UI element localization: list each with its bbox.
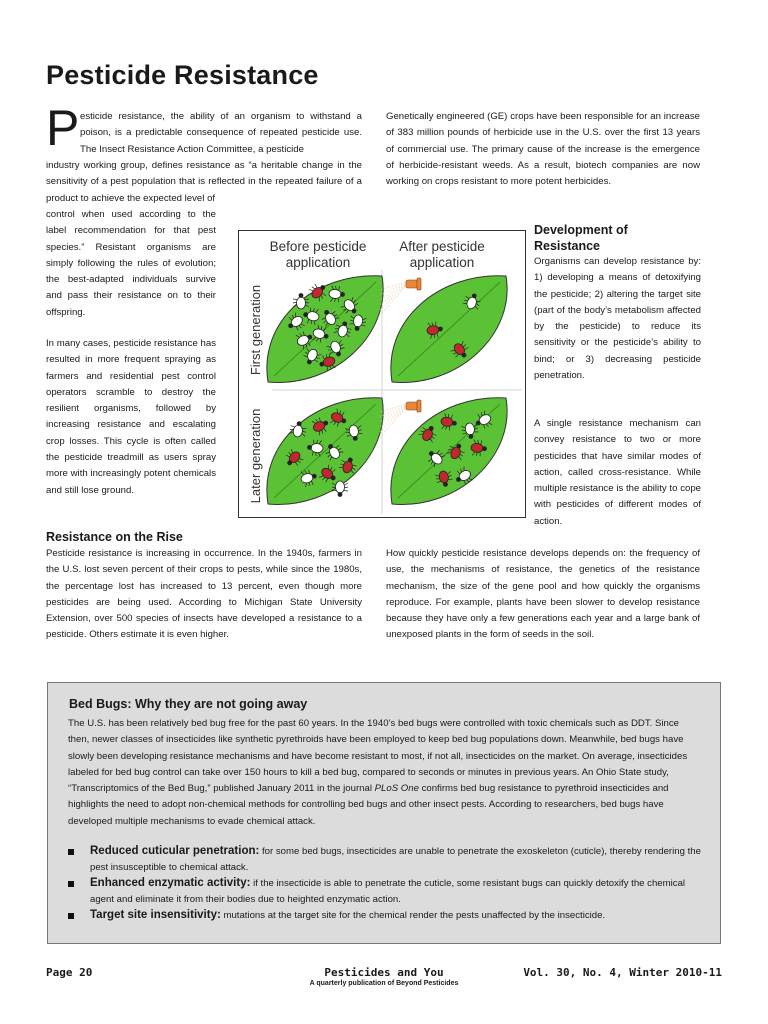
bullet-square-icon <box>68 881 74 887</box>
drop-cap: P <box>46 100 80 156</box>
development-heading-line2: Resistance <box>534 239 601 253</box>
bullet-item <box>68 876 708 907</box>
bullet-term: Target site insensitivity: <box>90 909 221 921</box>
ge-crops-paragraph: Genetically engineered (GE) crops have been responsible for an increase of 383 million pounds of herbicide use in the U.S. over the first 13 years of commercial use. The primary cause of the increase is the emergence of herbicide-resistant weeds. As a result, biotech companies are now working on crops resistant to more potent herbicides. <box>386 111 700 188</box>
publication-tagline: A quarterly publication of Beyond Pesticides <box>309 980 459 987</box>
rise-heading: Resistance on the Rise <box>46 530 183 544</box>
bullet-term: Enhanced enzymatic activity: <box>90 877 251 889</box>
row1-label: First generation <box>248 284 263 376</box>
bullet-text: if the insecticide is able to penetrate the cuticle, some resistant bugs can quickly detoxify the chemical agent and eliminate it from their bodies due to heighted enzymatic action. <box>90 878 686 905</box>
resistance-figure <box>238 230 526 518</box>
intro-narrow-lines: control when used according to the label recommendation for that pest species.” Resistant organisms are simply following the rules of evolution; the best-adapted individuals survive and pass their resistance on to their offspring. <box>46 209 216 318</box>
bed-bugs-text-part1: The U.S. has been relatively bed bug free for the past 60 years. In the 1940’s bed bugs were controlled with toxic chemicals such as DDT. Since then, newer classes of insecticides like synthetic pyrethroids have been employed to keep bed bug populations down. Meanwhile, bed bugs have slowly been developing resistance mechanisms and have become resistant to most, if not all, insecticides on the market. On average, insecticides labeled for bed bug control can take over 150 hours to kill a bed bug, compared to seconds or minutes in previous years. An Ohio State study, “Transcriptomics of the Bed Bug,” published January 2011 in the journal <box>68 718 688 795</box>
bullet-text: for some bed bugs, insecticides are unable to penetrate the exoskeleton (cuticle), thereby rendering the pest insusceptible to chemical attack. <box>90 846 701 873</box>
resistance-diagram <box>238 230 526 518</box>
development-heading <box>534 222 628 254</box>
col1-label-line1: Before pesticide <box>269 239 367 254</box>
bullet-item <box>68 908 708 924</box>
bullet-text: mutations at the target site for the chemical render the pests unaffected by the insecticide. <box>220 910 606 921</box>
col2-label-line1: After pesticide <box>399 239 485 254</box>
bed-bugs-sidebar <box>47 682 721 944</box>
issue-info: Vol. 30, No. 4, Winter 2010-11 <box>523 966 722 979</box>
page-title: Pesticide Resistance <box>46 60 319 90</box>
publication-name: Pesticides and You <box>324 966 444 979</box>
bullet-square-icon <box>68 913 74 919</box>
development-paragraph-1: Organisms can develop resistance by: 1) developing a means of detoxifying the pesticide; 2) altering the target site (part of the body’s metabolism affected by the pesticide) to reduce its sensitivity or the pesticide’s ability to bind; or 3) decreasing pesticide penetration. <box>534 256 701 382</box>
intro-full-lines: industry working group, defines resistance as “a heritable change in the sensitivity of a pest population that is reflected in the repeated failure of a product to achieve the expected level of <box>46 160 362 204</box>
intro-paragraph-2: In many cases, pesticide resistance has resulted in more frequent spraying as farmers and residential pest control operators scramble to destroy the resilient organisms, followed by increasing resistance and escalating crop losses. This cycle is often called the pesticide treadmill as users spray more with increasingly potent chemicals and still lose ground. <box>46 338 216 496</box>
development-speed-paragraph: How quickly pesticide resistance develops depends on: the frequency of use, the mechanisms of resistance, the genetics of the resistance mechanism, the size of the gene pool and how quickly the organisms reproduce. For example, plants have been slower to develop resistance because they have only a few generations each year and a large bank of unexposed plants in the form of seeds in the soil. <box>386 548 700 641</box>
bed-bugs-text-part2: confirms bed bug resistance to pyrethroid insecticides and highlights the need to adopt non-chemical methods for controlling bed bugs and other insect pests. According to researchers, bed bugs have developed multiple mechanisms to evade chemical attack. <box>68 783 669 827</box>
rise-paragraph: Pesticide resistance is increasing in occurrence. In the 1940s, farmers in the U.S. lost seven percent of their crops to pests, while since the 1980s, the percentage lost has increased to 13 percent, even though more pesticides are being used. According to Michigan State University Extension, over 500 species of insects have developed a resistance to a pesticide. Others estimate it is even higher. <box>46 548 362 641</box>
row2-label: Later generation <box>248 408 263 504</box>
bed-bugs-text <box>68 716 702 830</box>
page-number: Page 20 <box>46 966 93 979</box>
development-paragraph-2: A single resistance mechanism can convey resistance to two or more pesticides that have similar modes of action, called cross-resistance. While multiple resistance is the ability to cope with pesticides of different modes of action. <box>534 418 701 527</box>
bed-bugs-title: Bed Bugs: Why they are not going away <box>69 697 308 711</box>
bullet-item <box>68 844 708 875</box>
bullet-square-icon <box>68 849 74 855</box>
development-heading-line1: Development of <box>534 223 628 237</box>
col2-label-line2: application <box>409 255 475 270</box>
bullet-term: Reduced cuticular penetration: <box>90 845 260 857</box>
journal-name: PLoS One <box>374 783 419 795</box>
intro-first-lines: esticide resistance, the ability of an organism to withstand a poison, is a predictable consequence of repeated pesticide use. The Insect Resistance Action Committee, a pesticide <box>80 111 362 155</box>
col1-label-line2: application <box>285 255 351 270</box>
